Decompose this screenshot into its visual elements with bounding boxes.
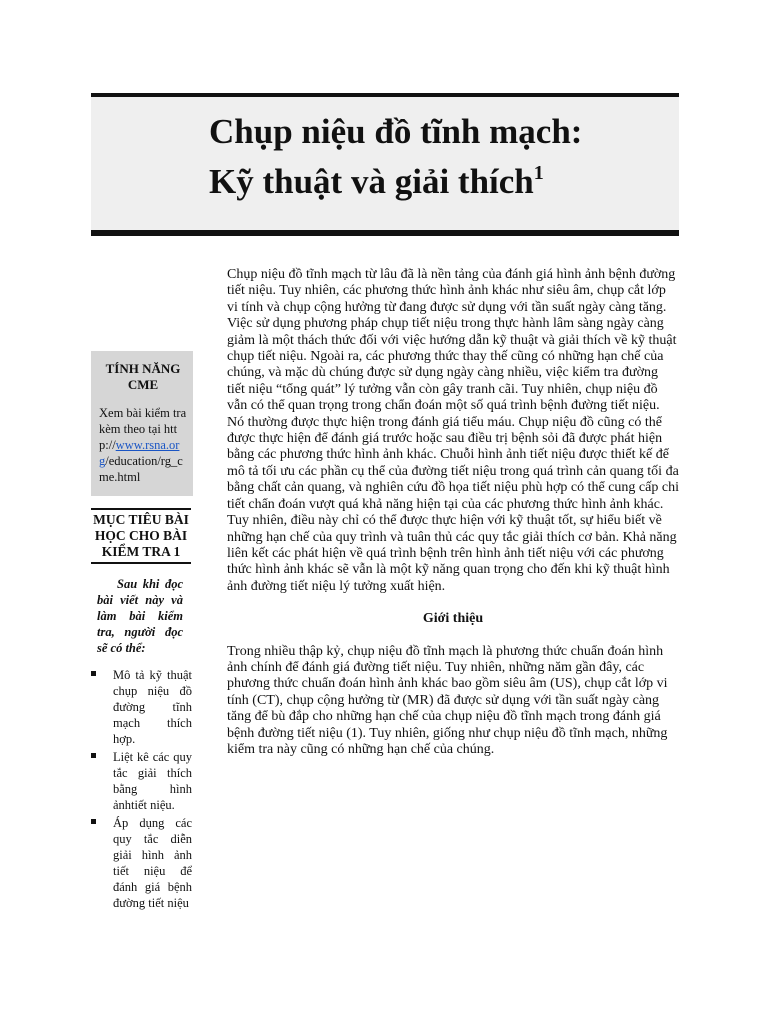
introduction-paragraph: Trong nhiều thập kỷ, chụp niệu đồ tĩnh mạch là phương thức chuẩn đoán hình ảnh chính để đánh giá đường tiết niệu. Tuy nhiên, những năm gần đây, các phương thức chuẩn đoán hình ảnh khác bao gồm siêu âm (US), chụp cắt lớp vi tính (CT), chụp cộng hưởng từ (MR) đã được sử dụng với tần suất ngày càng tăng để bù đắp cho những hạn chế của chụp niệu đồ tĩnh mạch trong đánh giá bệnh đường tiết niệu (1). Tuy nhiên, giống như chụp niệu đồ tĩnh mạch, những kiểm tra này cũng có những hạn chế của chúng. [227, 643, 668, 757]
cme-heading: TÍNH NĂNG CME [105, 361, 181, 392]
bullet-square-icon [91, 753, 96, 758]
objectives-intro: Sau khi đọc bài viết này và làm bài kiểm tra, người đọc sẽ có thể: [97, 577, 183, 655]
cme-text-after: /education/rg_cme.html [99, 454, 183, 484]
objective-item [91, 815, 192, 911]
title-band [91, 93, 679, 236]
main-body [227, 267, 679, 758]
bullet-square-icon [91, 671, 96, 676]
objectives-list [91, 667, 192, 913]
bullet-square-icon [91, 819, 96, 824]
title-footnote-marker: 1 [533, 162, 544, 184]
section-title-introduction: Giới thiệu [422, 611, 484, 627]
title-line-1: Chụp niệu đồ tĩnh mạch: [209, 112, 583, 151]
title-line-2 [209, 157, 582, 207]
objective-text: Áp dụng các quy tắc diễn giải hình ảnh tiết niệu để đánh giá bệnh đường tiết niệu [113, 816, 192, 910]
title-line-2-text: Kỹ thuật và giải thích [209, 162, 534, 201]
cme-text [99, 405, 187, 485]
article-title [209, 107, 582, 207]
abstract-paragraph: Chụp niệu đồ tĩnh mạch từ lâu đã là nền tảng của đánh giá hình ảnh bệnh đường tiết niệu. Tuy nhiên, các phương thức hình ảnh khác như siêu âm, chụp cắt lớp vi tính và chụp cộng hưởng từ đang được sử dụng với tần suất ngày càng tăng. Việc sử dụng phương pháp chụp tiết niệu trong thực hành lâm sàng ngày càng giảm là một thách thức đối với việc hướng dẫn kỹ thuật và giải thích về kỹ thuật chụp tiết niệu. Ngoài ra, các phương thức thay thế cũng có những hạn chế của chúng, và mặc dù chúng được sử dụng ngày càng nhiều, việc kiểm tra đường tiết niệu “tổng quát” lý tưởng vẫn còn gây tranh cãi. Tuy nhiên, chụp niệu đồ vẫn có thể quan trọng trong chẩn đoán một số quá trình bệnh đường tiết niệu. Nó thường được thực hiện trong đánh giá tiểu máu. Chụp niệu đồ cũng có thể được thực hiện để đánh giá trước hoặc sau điều trị bệnh sỏi đã được phát hiện bằng các phương thức hình ảnh khác. Chuỗi hình ảnh tiết niệu được thiết kế để mô tả tối ưu các phần cụ thể của đường tiết niệu trong quá trình cản quang tối đa bằng chất cản quang, và nghiên cứu đồ họa tiết niệu phù hợp có thể cung cấp chi tiết chẩn đoán vượt quá khả năng hiện tại của các phương thức hình ảnh khác. Tuy nhiên, điều này chỉ có thể được thực hiện với kỹ thuật tốt, sự hiểu biết về những hạn chế của quy trình và tuân thủ các quy tắc giải thích cơ bản. Khả năng liên kết các phát hiện về quá trình bệnh trên hình ảnh tiết niệu với các phương thức hình ảnh khác sẽ vẫn là một kỹ năng quan trọng cho đến khi kỹ thuật hình ảnh đường tiết niệu lý tưởng xuất hiện. [227, 267, 679, 594]
cme-link[interactable]: www.rsna.org [99, 438, 180, 468]
cme-feature-box [91, 351, 193, 496]
cme-text-before: Xem bài kiểm tra kèm theo tại http:// [99, 406, 187, 452]
objectives-heading: MỤC TIÊU BÀI HỌC CHO BÀI KIỂM TRA 1 [91, 508, 191, 564]
objective-text: Mô tả kỹ thuật chụp niệu đồ đường tĩnh mạch thích hợp. [113, 668, 192, 746]
objective-item [91, 667, 192, 747]
objective-item [91, 749, 192, 813]
objective-text: Liệt kê các quy tắc giải thích bằng hình ảnhtiết niệu. [113, 750, 192, 812]
